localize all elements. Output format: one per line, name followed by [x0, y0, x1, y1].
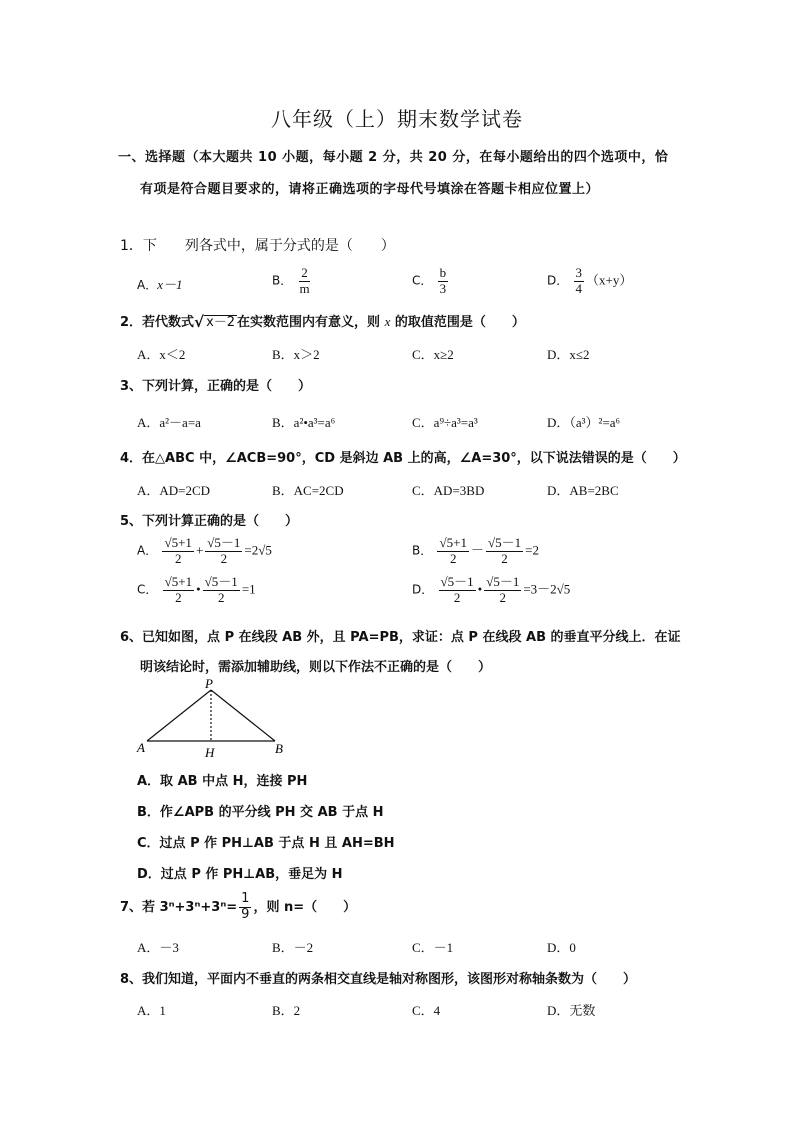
sqrt-symbol: √ x－2 [194, 312, 236, 331]
question-8-stem: 8、我们知道，平面内不垂直的两条相交直线是轴对称图形，该图形对称轴条数为（ ） [120, 972, 637, 987]
q3-option-d: D．（a³）²=a⁶ [547, 415, 621, 430]
q1-option-c: C． $\frac{b}{3}$ [412, 265, 447, 296]
q6-option-b: B．作∠APB 的平分线 PH 交 AB 于点 H [137, 805, 384, 820]
question-5-stem: 5、下列计算正确的是（ ） [120, 514, 299, 529]
question-4-stem: 4．在△ABC 中，∠ACB=90°，CD 是斜边 AB 上的高，∠A=30°，以下说法错误的是（ ） [120, 451, 686, 466]
label-h: H [205, 745, 215, 760]
question-6-stem-line2: 明该结论时，需添加辅助线，则以下作法不正确的是（ ） [140, 660, 492, 675]
q3-option-c: C．a⁹÷a³=a³ [412, 415, 478, 430]
q5-option-a: A． $\frac{√5+1}{2}$ + $\frac{√5-1}{2}$ =2√5 [137, 535, 272, 566]
q6-option-c: C．过点 P 作 PH⊥AB 于点 H 且 AH=BH [137, 836, 395, 851]
q3-option-a: A．a²－a=a [137, 415, 201, 430]
q6-option-d: D．过点 P 作 PH⊥AB，垂足为 H [137, 867, 343, 882]
q8-option-a: A．1 [137, 1003, 166, 1018]
label-a: A [137, 740, 145, 755]
q2-option-a: A．x＜2 [137, 347, 186, 362]
page-title: 八年级（上）期末数学试卷 [271, 109, 523, 131]
q8-option-c: C．4 [412, 1003, 441, 1018]
q1-option-a: A．x－1 [137, 277, 183, 292]
fraction: $\frac{3}{4}$ [575, 265, 582, 296]
fraction: $\frac{2}{m}$ [299, 265, 310, 296]
q2-option-c: C．x≥2 [412, 347, 454, 362]
q4-option-c: C．AD=3BD [412, 483, 485, 498]
q7-option-c: C．－1 [412, 940, 454, 955]
q4-option-b: B．AC=2CD [272, 483, 344, 498]
q8-option-d: D．无数 [547, 1003, 596, 1018]
fraction: $\frac{b}{3}$ [439, 265, 447, 296]
q7-option-d: D．0 [547, 940, 576, 955]
q3-option-b: B．a²•a³=a⁶ [272, 415, 336, 430]
q2-option-d: D．x≤2 [547, 347, 590, 362]
section-instructions-line2: 有项是符合题目要求的，请将正确选项的字母代号填涂在答题卡相应位置上） [140, 182, 600, 197]
question-2-stem: 2．若代数式 √ x－2 在实数范围内有意义，则 x 的取值范围是（ ） [120, 312, 525, 331]
q7-option-b: B．－2 [272, 940, 314, 955]
triangle-figure [135, 676, 295, 762]
question-1-stem: 1．下 列各式中，属于分式的是（ ） [120, 238, 395, 254]
question-7-stem: 7、若 3ⁿ+3ⁿ+3ⁿ= $\frac{1}{9}$ ，则 n=（ ） [120, 891, 357, 922]
q2-option-b: B．x＞2 [272, 347, 320, 362]
label-b: B [275, 741, 283, 756]
q6-option-a: A．取 AB 中点 H，连接 PH [137, 774, 308, 789]
q1-option-d: D． $\frac{3}{4}$ （x+y） [547, 265, 633, 296]
segment-pb [211, 690, 275, 741]
q5-option-c: C． $\frac{√5+1}{2}$ • $\frac{√5-1}{2}$ =1 [137, 574, 256, 605]
q4-option-a: A．AD=2CD [137, 483, 211, 498]
q4-option-d: D．AB=2BC [547, 483, 619, 498]
section-instructions-line1: 一、选择题（本大题共 10 小题，每小题 2 分，共 20 分，在每小题给出的四个选项中，恰 [118, 150, 669, 165]
label-p: P [205, 676, 213, 691]
question-3-stem: 3、下列计算，正确的是（ ） [120, 379, 312, 394]
q8-option-b: B．2 [272, 1003, 301, 1018]
q1-option-b: B． $\frac{2}{m}$ [272, 265, 310, 296]
q5-option-b: B． $\frac{√5+1}{2}$ － $\frac{√5-1}{2}$ =2 [412, 535, 539, 566]
segment-pa [147, 690, 211, 741]
q7-option-a: A．－3 [137, 940, 179, 955]
q5-option-d: D． $\frac{√5-1}{2}$ • $\frac{√5-1}{2}$ =3－2√5 [412, 574, 571, 605]
question-6-stem-line1: 6、已知如图，点 P 在线段 AB 外，且 PA=PB，求证：点 P 在线段 AB 的垂直平分线上．在证 [120, 630, 681, 645]
